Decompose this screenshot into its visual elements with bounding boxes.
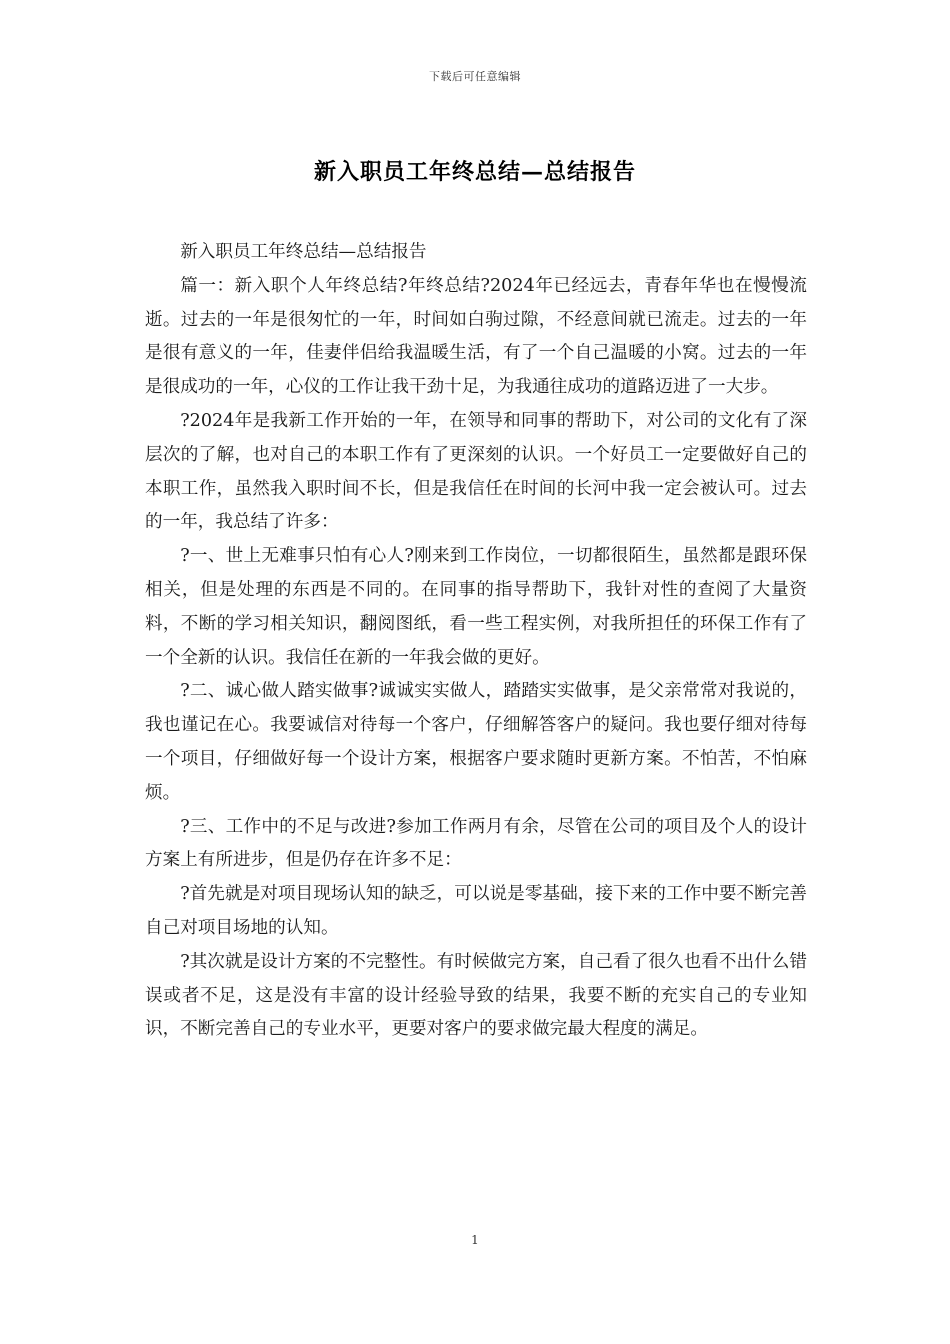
paragraph-point-three: ?三、工作中的不足与改进?参加工作两月有余，尽管在公司的项目及个人的设计方案上有所进步，但是仍存在许多不足：: [145, 816, 807, 871]
paragraph-intro: 篇一：新入职个人年终总结?年终总结?2024年已经远去，青春年华也在慢慢流逝。过去的一年是很匆忙的一年，时间如白驹过隙，不经意间就已流走。过去的一年是很有意义的一年，佳妻伴侣给我温暖生活，有了一个自己温暖的小窝。过去的一年是很成功的一年，心仪的工作让我干劲十足，为我通往成功的道路迈进了一大步。: [145, 275, 807, 398]
page-number: 1: [471, 1233, 479, 1247]
header-note: 下载后可任意编辑: [429, 70, 521, 83]
paragraph-subtitle: 新入职员工年终总结—总结报告: [180, 242, 427, 262]
paragraph-point-one: ?一、世上无难事只怕有心人?刚来到工作岗位，一切都很陌生，虽然都是跟环保相关，但是处理的东西是不同的。在同事的指导帮助下，我针对性的查阅了大量资料，不断的学习相关知识，翻阅图纸，看一些工程实例，对我所担任的环保工作有了一个全新的认识。我信任在新的一年我会做的更好。: [145, 546, 807, 668]
paragraph-point-two: ?二、诚心做人踏实做事?诚诚实实做人，踏踏实实做事，是父亲常常对我说的，我也谨记在心。我要诚信对待每一个客户，仔细解答客户的疑问。我也要仔细对待每一个项目，仔细做好每一个设计方案，根据客户要求随时更新方案。不怕苦，不怕麻烦。: [145, 681, 807, 803]
paragraph-second-shortcoming: ?其次就是设计方案的不完整性。有时候做完方案，自己看了很久也看不出什么错误或者不足，这是没有丰富的设计经验导致的结果，我要不断的充实自己的专业知识，不断完善自己的专业水平，更要对客户的要求做完最大程度的满足。: [145, 951, 807, 1040]
paragraph-first-shortcoming: ?首先就是对项目现场认知的缺乏，可以说是零基础，接下来的工作中要不断完善自己对项目场地的认知。: [145, 884, 807, 938]
document-title: 新入职员工年终总结—总结报告: [313, 159, 636, 185]
document-body: [145, 236, 807, 1047]
paragraph-new-job: ?2024年是我新工作开始的一年，在领导和同事的帮助下，对公司的文化有了深层次的了解，也对自己的本职工作有了更深刻的认识。一个好员工一定要做好自己的本职工作，虽然我入职时间不长，但是我信任在时间的长河中我一定会被认可。过去的一年，我总结了许多：: [145, 410, 807, 533]
